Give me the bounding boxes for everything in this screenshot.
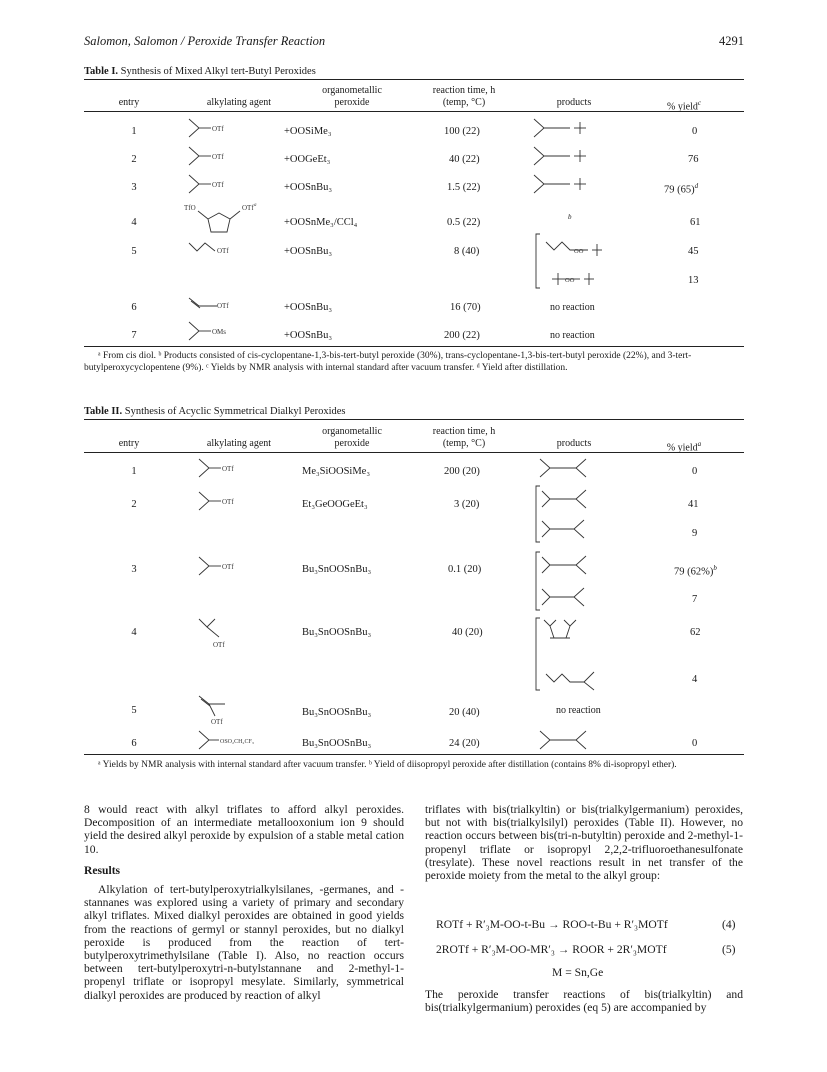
t1-r3-product-structure — [534, 175, 594, 197]
table-1-label: Table I. — [84, 66, 119, 77]
equation-4: ROTf + R′₃M-OO-t-Bu → ROO-t-Bu + R′₃MOTf — [436, 918, 668, 931]
table-2-label: Table II. — [84, 406, 123, 417]
t1-r2-entry: 2 — [131, 154, 137, 165]
results-heading: Results — [84, 863, 121, 877]
t1-r2-agent-structure — [189, 147, 249, 169]
t1-r1-agent-structure — [189, 119, 249, 141]
t2-r2-entry: 2 — [131, 499, 137, 510]
t1-r7-product: no reaction — [550, 330, 595, 341]
t1-r3-time: 1.5 (22) — [447, 182, 481, 193]
t1-r7-agent-structure — [189, 322, 249, 344]
table-2-title — [84, 406, 346, 417]
t1-r5-agent-structure — [189, 239, 259, 261]
t1-r1-yield: 0 — [692, 126, 698, 137]
t1-header-peroxide — [292, 85, 412, 109]
t1-r4-yield: 61 — [690, 217, 701, 228]
t1-r3-yield — [664, 182, 698, 196]
svg-text:OTf: OTf — [242, 204, 254, 212]
t1-r4-agent-structure — [184, 203, 264, 239]
t1-header-time-l1: reaction time, h — [432, 85, 496, 96]
t2-r6-entry: 6 — [131, 738, 137, 749]
t1-header-agent: alkylating agent — [206, 97, 272, 108]
t1-r7-time: 200 (22) — [444, 330, 480, 341]
t1-r7-agent-label: OMs — [212, 328, 227, 336]
t2-r4-agent-label: OTf — [213, 641, 225, 649]
t1-r3-yield-sup: d — [694, 182, 699, 190]
t1-header-yield-text: % yield — [667, 101, 698, 113]
table-1-header-rule — [84, 111, 744, 112]
t2-r5-entry: 5 — [131, 705, 137, 716]
t2-r5-time: 20 (40) — [449, 707, 480, 718]
t1-r4-entry: 4 — [131, 217, 137, 228]
t2-header-time-l2: (temp, °C) — [442, 438, 486, 449]
t1-r7-peroxide: +OOSnBu₃ — [284, 330, 333, 341]
table-1-caption: Synthesis of Mixed Alkyl tert-Butyl Peroxides — [120, 66, 316, 77]
t1-r4-peroxide: +OOSnMe₃/CCl₄ — [284, 217, 358, 228]
t1-r5-product-structure — [536, 232, 616, 292]
t2-r3-entry: 3 — [131, 564, 137, 575]
t2-r4-agent-structure — [199, 617, 259, 651]
t1-r6-entry: 6 — [131, 302, 137, 313]
t1-r5-time: 8 (40) — [454, 246, 480, 257]
t2-r4-peroxide: Bu₃SnOOSnBu₃ — [302, 627, 372, 638]
t2-r6-peroxide: Bu₃SnOOSnBu₃ — [302, 738, 372, 749]
t1-r4-product: b — [568, 213, 572, 221]
t2-header-peroxide — [292, 426, 412, 450]
left-col-paragraph-1: 8 would react with alkyl triflates to afford alkyl peroxides. Decomposition of an intermediate metallooxonium ion 9 should yield the desired alkyl peroxide by expulsion of a stable metal cation 10. — [84, 803, 404, 856]
table-1-top-rule — [84, 79, 744, 80]
t2-r4-product-structure — [536, 616, 616, 694]
t1-r6-agent-structure — [189, 294, 259, 316]
t2-r2-product-structure — [536, 484, 606, 546]
table-1-footnote-text: ᵃ From cis diol. ᵇ Products consisted of cis-cyclopentane-1,3-bis-tert-butyl peroxide (30%), trans-cyclopentane-1,3-bis-tert-butyl peroxide (22%), and 3-tert-butylperoxycyclopentene (9%). ᶜ Yields by NMR analysis with internal standard after vacuum transfer. ᵈ Yield after distillation. — [84, 351, 692, 373]
table-2-header-rule — [84, 452, 744, 453]
t2-r4-yield: 62 — [690, 627, 701, 638]
svg-text:TfO: TfO — [184, 204, 196, 212]
t1-r6-product: no reaction — [550, 302, 595, 313]
table-2-footnote — [84, 759, 744, 771]
running-head-title: Salomon, Salomon / Peroxide Transfer Reaction — [84, 34, 326, 48]
t1-r5-yield2: 13 — [688, 275, 699, 286]
t1-r4-time: 0.5 (22) — [447, 217, 481, 228]
t2-r6-yield: 0 — [692, 738, 698, 749]
t2-r1-agent-structure — [199, 459, 259, 481]
t2-r4-entry: 4 — [131, 627, 137, 638]
t1-r1-time: 100 (22) — [444, 126, 480, 137]
t1-r6-agent-label: OTf — [217, 302, 229, 310]
t2-r2-agent-structure — [199, 492, 259, 514]
t1-header-time-l2: (temp, °C) — [442, 97, 486, 108]
t1-r5-yield: 45 — [688, 246, 699, 257]
t1-r2-peroxide: +OOGeEt₃ — [284, 154, 331, 165]
table-2-bottom-rule — [84, 754, 744, 755]
t2-r6-product-structure — [540, 731, 600, 753]
t2-r5-agent-label: OTf — [211, 718, 223, 726]
right-column — [425, 803, 743, 882]
left-column — [84, 803, 404, 1002]
t1-header-entry: entry — [118, 97, 140, 108]
right-col-paragraph-1: triflates with bis(trialkyltin) or bis(trialkylgermanium) peroxides, but not with bis(trialkylsilyl) peroxides (Table II). However, no reaction occurs between bis(tri-n-butyltin) peroxide and 2-methyl-1-propenyl triflate or isopropyl 2,2,2-trifluoroethanesulfonate (tresylate). These novel reactions result in net transfer of the peroxide moiety from the metal to the alkyl group: — [425, 803, 743, 883]
svg-text:OO: OO — [565, 277, 575, 284]
t1-r2-product-structure — [534, 147, 594, 169]
t2-r4-yield2: 4 — [692, 674, 698, 685]
t1-r6-peroxide: +OOSnBu₃ — [284, 302, 333, 313]
t1-r3-peroxide: +OOSnBu₃ — [284, 182, 333, 193]
t2-r1-time: 200 (20) — [444, 466, 480, 477]
table-2-caption: Synthesis of Acyclic Symmetrical Dialkyl Peroxides — [124, 406, 346, 417]
right-col-paragraph-2: The peroxide transfer reactions of bis(trialkyltin) and bis(trialkylgermanium) peroxides (eq 5) are accompanied by — [425, 988, 743, 1015]
t1-r3-entry: 3 — [131, 182, 137, 193]
t1-header-yield-sup: c — [697, 99, 701, 107]
t2-r2-agent-label: OTf — [222, 498, 234, 506]
t1-header-time — [404, 85, 524, 109]
t2-r4-time: 40 (20) — [452, 627, 483, 638]
t1-header-products: products — [556, 97, 592, 108]
t2-header-time-l1: reaction time, h — [432, 426, 496, 437]
t2-header-entry: entry — [118, 438, 140, 449]
t1-r2-agent-label: OTf — [212, 153, 224, 161]
equation-4-number: (4) — [722, 918, 736, 931]
t1-r2-time: 40 (22) — [449, 154, 480, 165]
t2-header-yield-sup: a — [697, 440, 702, 448]
t2-header-peroxide-l1: organometallic — [322, 426, 382, 437]
equation-m-definition: M = Sn,Ge — [552, 966, 604, 979]
t1-header-peroxide-l1: organometallic — [322, 85, 382, 96]
right-column-continued — [425, 988, 743, 1014]
t2-header-peroxide-l2: peroxide — [334, 438, 370, 449]
t2-r3-agent-label: OTf — [222, 563, 234, 571]
t2-header-yield-text: % yield — [666, 442, 698, 454]
t2-header-agent: alkylating agent — [206, 438, 272, 449]
t2-r1-yield: 0 — [692, 466, 698, 477]
t2-r3-yield2: 7 — [692, 594, 698, 605]
t2-r2-yield: 41 — [688, 499, 699, 510]
t2-r5-agent-structure — [199, 694, 259, 728]
page-number: 4291 — [719, 34, 744, 48]
t1-r3-agent-label: OTf — [212, 181, 224, 189]
t2-r2-peroxide: Et₃GeOOGeEt₃ — [302, 499, 368, 510]
t2-r3-product-structure — [536, 550, 606, 614]
svg-text:OO: OO — [574, 248, 584, 255]
table-2-top-rule — [84, 419, 744, 420]
t2-r5-peroxide: Bu₃SnOOSnBu₃ — [302, 707, 372, 718]
table-1-footnote — [84, 350, 744, 374]
table-2-footnote-text: ᵃ Yields by NMR analysis with internal standard after vacuum transfer. ᵇ Yield of diisopropyl peroxide after distillation (contains 8% di-isopropyl ether). — [98, 760, 677, 770]
t1-header-peroxide-l2: peroxide — [334, 97, 370, 108]
t1-r1-product-structure — [534, 119, 594, 141]
left-col-paragraph-2: Alkylation of tert-butylperoxytrialkylsilanes, -germanes, and -stannanes was explored using a variety of primary and secondary alkyl triflates. Mixed dialkyl peroxides are obtained in good yields from the reactions of germyl or stannyl peroxides, but no dialkyl peroxide is produced from the reaction of tert-butylperoxytrimethylsilane (Table I). Also, no reaction occurs between tert-butylperoxytri-n-butylstannane and 2-methyl-1-propenyl triflate or isopropyl mesylate. Similarly, symmetrical dialkyl peroxides are produced by reaction of alkyl — [84, 883, 404, 1002]
table-1-bottom-rule — [84, 346, 744, 347]
t2-r3-agent-structure — [199, 557, 259, 579]
table-1 — [84, 62, 744, 342]
t2-header-time — [404, 426, 524, 450]
t2-r6-agent-label: OSO₂CH₂CF₃ — [220, 739, 254, 745]
t2-r3-peroxide: Bu₃SnOOSnBu₃ — [302, 564, 372, 575]
t2-r2-yield2: 9 — [692, 528, 698, 539]
t1-r4-agent-sup: a — [254, 203, 257, 208]
t2-r1-peroxide: Me₃SiOOSiMe₃ — [302, 466, 370, 477]
t1-r3-agent-structure — [189, 175, 249, 197]
t2-header-products: products — [556, 438, 592, 449]
equation-5-number: (5) — [722, 943, 736, 956]
t2-r1-entry: 1 — [131, 466, 137, 477]
t1-r2-yield: 76 — [688, 154, 699, 165]
t1-r6-time: 16 (70) — [450, 302, 481, 313]
t1-r5-agent-label: OTf — [217, 247, 229, 255]
t1-r1-peroxide: +OOSiMe₃ — [284, 126, 332, 137]
t1-r5-peroxide: +OOSnBu₃ — [284, 246, 333, 257]
t2-r3-yield — [674, 564, 717, 578]
t1-r1-agent-label: OTf — [212, 125, 224, 133]
t2-r1-product-structure — [540, 459, 600, 481]
equation-5: 2ROTf + R′₃M-OO-MR′₃ → ROOR + 2R′₃MOTf — [436, 943, 667, 956]
t1-r7-entry: 7 — [131, 330, 137, 341]
table-1-title — [84, 66, 316, 77]
t2-r3-yield-sup: b — [713, 564, 717, 572]
t1-r1-entry: 1 — [131, 126, 137, 137]
t1-r3-yield-text: 79 (65) — [664, 184, 695, 196]
t2-r5-product: no reaction — [556, 705, 601, 716]
t2-r1-agent-label: OTf — [222, 465, 234, 473]
t2-r6-agent-structure — [199, 731, 279, 753]
table-2 — [84, 402, 744, 757]
t2-r3-time: 0.1 (20) — [448, 564, 482, 575]
t2-r2-time: 3 (20) — [454, 499, 480, 510]
t2-r6-time: 24 (20) — [449, 738, 480, 749]
t1-r5-entry: 5 — [131, 246, 137, 257]
t2-r3-yield-text: 79 (62%) — [674, 566, 714, 578]
